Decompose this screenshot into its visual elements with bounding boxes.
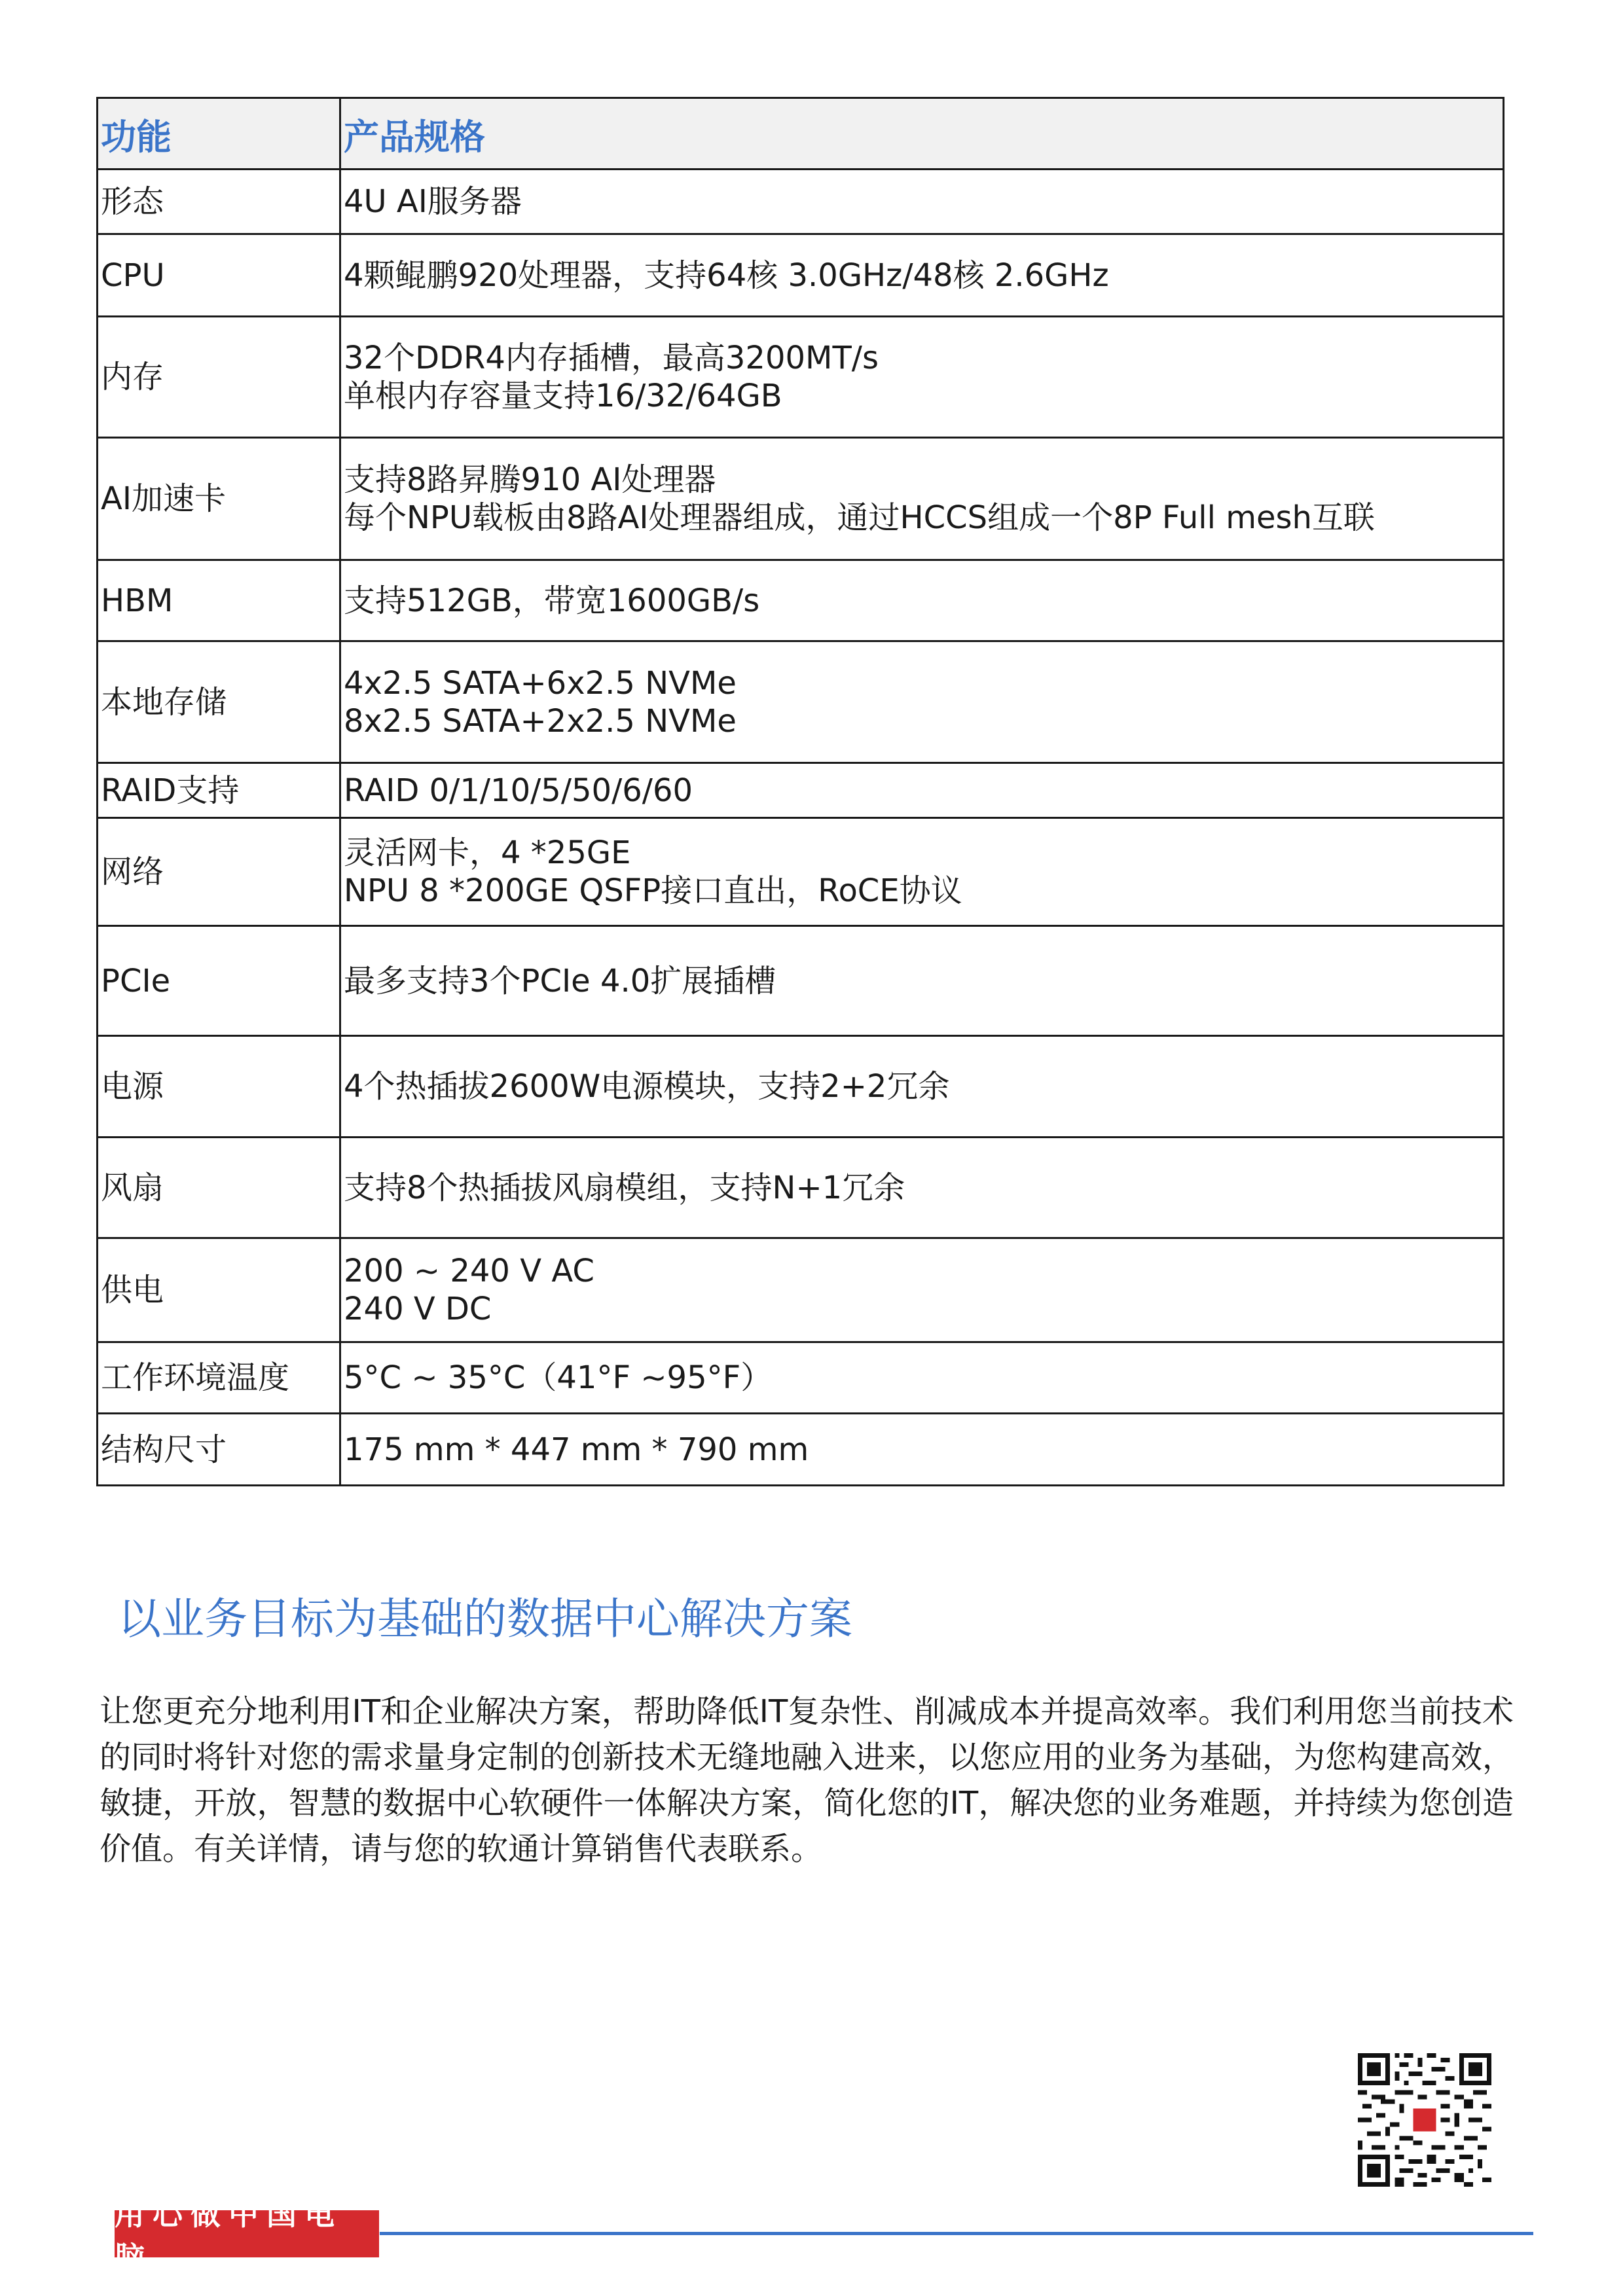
section-body: 让您更充分地利用IT和企业解决方案，帮助降低IT复杂性、削减成本并提高效率。我们利用您当前技术的同时将针对您的需求量身定制的创新技术无缝地融入进来，以您应用的业务为基础，为您构建高效，敏捷，开放，智慧的数据中心软硬件一体解决方案，简化您的IT，解决您的业务难题，并持续为您创造价值。有关详情，请与您的软通计算销售代表联系。 — [100, 1693, 1514, 1867]
table-row — [98, 641, 1504, 763]
spec-value-line: 4颗鲲鹏920处理器，支持64核 3.0GHz/48核 2.6GHz — [344, 257, 1109, 294]
spec-label: 电源 — [98, 1036, 340, 1138]
spec-value-line: 灵活网卡，4 *25GE — [344, 834, 631, 871]
spec-value-line: 175 mm * 447 mm * 790 mm — [344, 1431, 809, 1468]
spec-label: 风扇 — [98, 1138, 340, 1238]
spec-label: PCIe — [98, 926, 340, 1036]
spec-value — [340, 317, 1504, 438]
table-row — [98, 763, 1504, 818]
spec-label: CPU — [98, 234, 340, 317]
spec-value — [340, 641, 1504, 763]
table-row — [98, 926, 1504, 1036]
spec-label: RAID支持 — [98, 763, 340, 818]
table-row — [98, 818, 1504, 926]
table-row — [98, 1036, 1504, 1138]
spec-value — [340, 1414, 1504, 1486]
spec-label: 网络 — [98, 818, 340, 926]
table-row — [98, 1342, 1504, 1414]
header-feature: 功能 — [98, 98, 340, 170]
header-spec: 产品规格 — [340, 98, 1504, 170]
table-row — [98, 1238, 1504, 1342]
spec-label: 供电 — [98, 1238, 340, 1342]
spec-value-line: 8x2.5 SATA+2x2.5 NVMe — [344, 702, 737, 740]
table-row — [98, 438, 1504, 560]
spec-value-line: 4个热插拔2600W电源模块，支持2+2冗余 — [344, 1068, 950, 1105]
spec-value-line: RAID 0/1/10/5/50/6/60 — [344, 772, 693, 809]
table-header-row — [98, 98, 1504, 170]
spec-value-line: 4x2.5 SATA+6x2.5 NVMe — [344, 664, 737, 702]
table-row — [98, 234, 1504, 317]
spec-label: 本地存储 — [98, 641, 340, 763]
spec-value — [340, 1036, 1504, 1138]
spec-value — [340, 818, 1504, 926]
qr-code-icon — [1358, 2053, 1491, 2187]
spec-value — [340, 763, 1504, 818]
spec-value — [340, 1238, 1504, 1342]
spec-label: AI加速卡 — [98, 438, 340, 560]
table-row — [98, 1138, 1504, 1238]
table-body — [98, 170, 1504, 1486]
spec-value — [340, 560, 1504, 641]
table-row — [98, 317, 1504, 438]
spec-table — [96, 97, 1504, 1486]
spec-label: 内存 — [98, 317, 340, 438]
spec-label: 工作环境温度 — [98, 1342, 340, 1414]
spec-value-line: 支持8路昇腾910 AI处理器 — [344, 461, 716, 498]
spec-value-line: 每个NPU载板由8路AI处理器组成，通过HCCS组成一个8P Full mesh互联 — [344, 499, 1375, 536]
spec-value — [340, 1342, 1504, 1414]
spec-value-line: 240 V DC — [344, 1291, 492, 1327]
spec-value-line: 支持8个热插拔风扇模组，支持N+1冗余 — [344, 1169, 905, 1206]
table-row — [98, 170, 1504, 234]
spec-value — [340, 1138, 1504, 1238]
spec-value — [340, 170, 1504, 234]
spec-value-line: 200 ~ 240 V AC — [344, 1253, 594, 1289]
spec-value-line: 32个DDR4内存插槽，最高3200MT/s — [344, 340, 879, 376]
spec-value — [340, 438, 1504, 560]
spec-value-line: NPU 8 *200GE QSFP接口直出，RoCE协议 — [344, 872, 962, 909]
spec-value-line: 支持512GB，带宽1600GB/s — [344, 582, 760, 619]
table-row — [98, 1414, 1504, 1486]
spec-value-line: 单根内存容量支持16/32/64GB — [344, 378, 782, 414]
spec-label: 形态 — [98, 170, 340, 234]
spec-label: HBM — [98, 560, 340, 641]
footer-divider — [380, 2232, 1533, 2235]
table-row — [98, 560, 1504, 641]
brand-slogan-logo: 用心做中国电脑 — [115, 2210, 379, 2257]
spec-value-line: 4U AI服务器 — [344, 183, 522, 220]
spec-value — [340, 926, 1504, 1036]
spec-label: 结构尺寸 — [98, 1414, 340, 1486]
section-title: 以业务目标为基础的数据中心解决方案 — [118, 1594, 852, 1644]
spec-value — [340, 234, 1504, 317]
spec-value-line: 5°C ~ 35°C（41°F ~95°F） — [344, 1359, 773, 1396]
spec-value-line: 最多支持3个PCIe 4.0扩展插槽 — [344, 962, 776, 999]
